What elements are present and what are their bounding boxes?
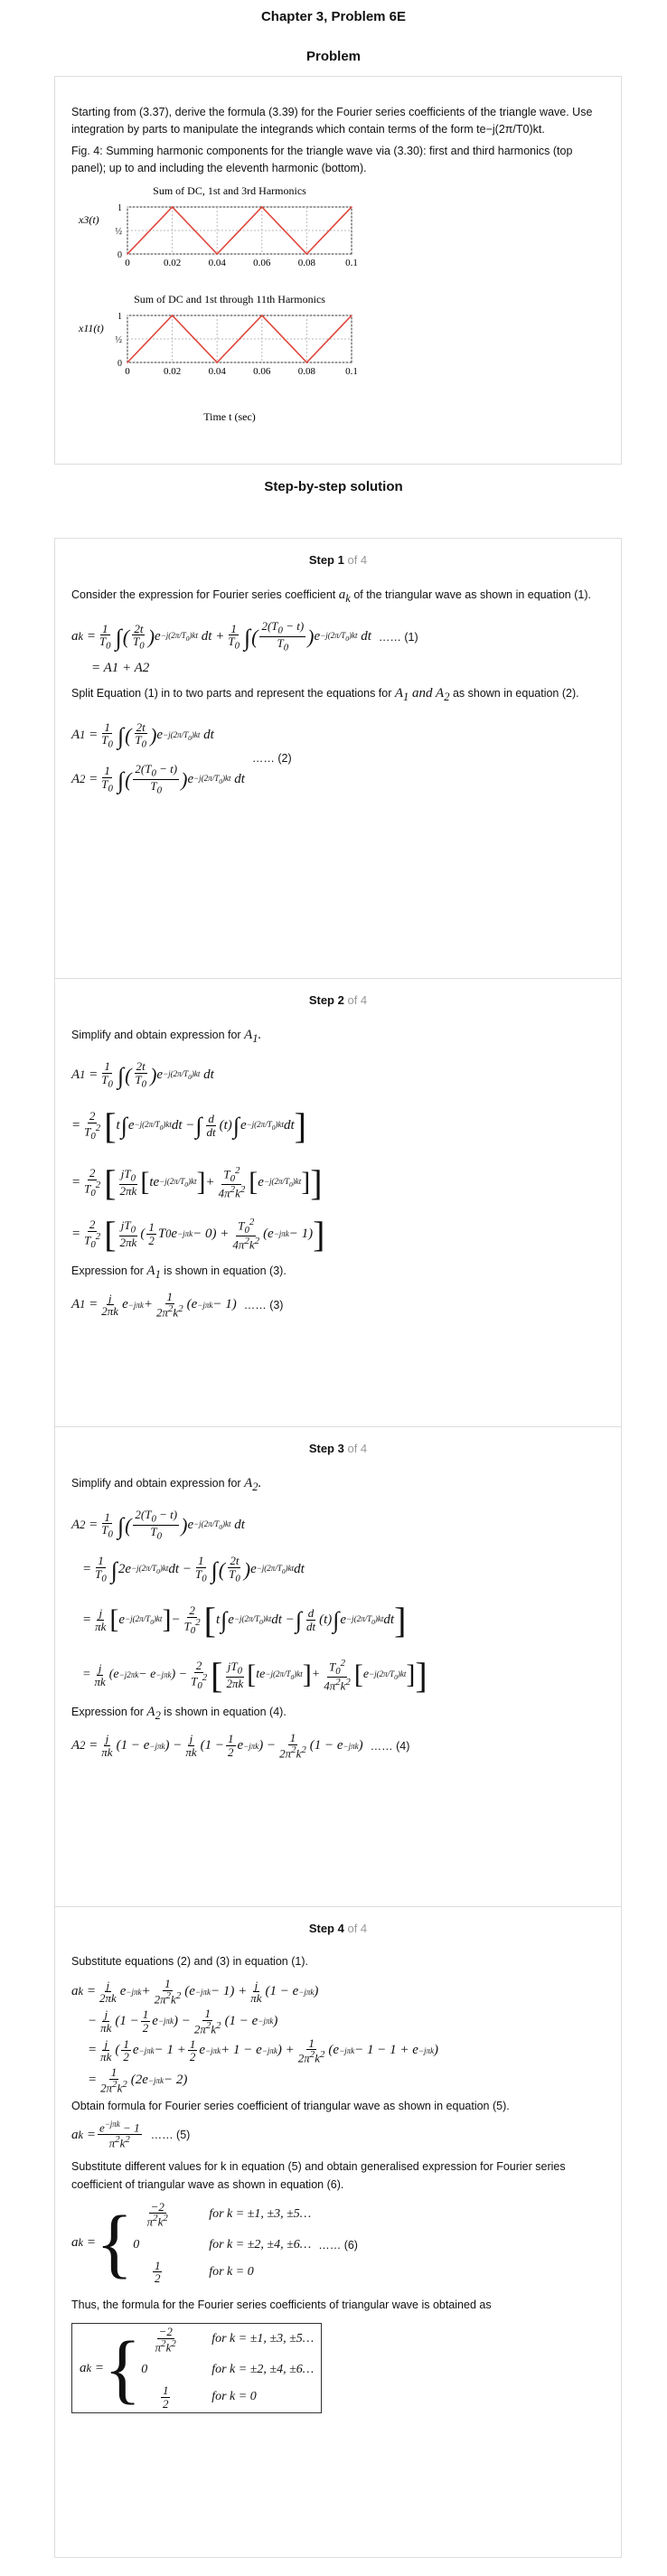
- step4-text1: Substitute equations (2) and (3) in equation (1).: [71, 1955, 308, 1968]
- top-plot-xtick: 0.02: [163, 257, 182, 268]
- step-4-label: Step 4: [308, 1922, 344, 1935]
- solution-card: [54, 538, 622, 2558]
- case-2: for k = ±2, ±4, ±6…: [209, 2237, 312, 2252]
- final-case-1: for k = ±1, ±3, ±5…: [211, 2332, 315, 2346]
- step3-text1: Simplify and obtain expression for: [71, 1477, 241, 1490]
- step1-text2b: as shown in equation (2).: [452, 687, 579, 700]
- bottom-plot-ytick: ½: [115, 334, 122, 345]
- step-1-label: Step 1: [308, 553, 344, 567]
- bottom-plot-xtick: 0.04: [208, 365, 226, 377]
- bottom-plot-xtick: 0: [125, 365, 130, 377]
- step-4-of: of 4: [347, 1922, 368, 1935]
- step3-text2a: Expression for: [71, 1705, 144, 1718]
- bottom-plot-xtick: 0.1: [345, 365, 358, 377]
- equation-3: A 1 = $\frac{j}{2\pi k}$ e −jπk + $\frac{1}{2\pi^2k^2}$ (e −jπk − 1) …… (3): [71, 1290, 284, 1320]
- step-3: Step 3 of 4 Simplify and obtain expression for $A_2$. A 2 = $\frac{1}{T_0}$ ∫ ( $\frac{2(T_0 - t)}{T_0}$ ) e $-j(2\pi/T_0)kt$ dt = $\frac{1}{T_0}$ ∫ 2e $-j(2\pi/T_0)kt$ dt − $\frac{1}{T_0}$ ∫ ( $\frac{2t}{T_0}$ ) e $-j(2\pi/T_0)kt$ dt = $\frac{j}{\pi k}$ [ e $-j(2\pi/T_0)kt$ ] − $\frac{2}{T_0^2}$ [ t ∫ e $-j(2\pi/T_0)kt$ dt − ∫ $\frac{d}{dt}$ (t) ∫ e $-j(2\pi/T_0)kt$ dt ] = $\frac{j}{\pi k}$ (e −j2πk − e −jπk ) − $\frac{2}{T_0^2}$ [ $\frac{jT_0}{2\pi k}$ [ te $-j(2\pi/T_0)kt$ ] + $\frac{T_0^2}{4\pi^2k^2}$ [ e $-j(2\pi/T_0)kt$ ] ] Expression for $A_2$ is shown in equation (4). A 2 = $\frac{j}{\pi k}$ (1 − e −jπk ) − $\frac{j}{\pi k}$ (1 − $\frac{1}{2}$ e −jπk ) − $\frac{1}{2\pi^2k^2}$ (1 − e −jπk ) …… (4): [55, 1426, 621, 1906]
- step-2-of: of 4: [347, 993, 368, 1007]
- tag-4: …… (4): [370, 1739, 410, 1753]
- step-2: Step 2 of 4 Simplify and obtain expression for $A_1$. A 1 = $\frac{1}{T_0}$ ∫ ( $\frac{2t}{T_0}$ ) e $-j(2\pi/T_0)kt$ dt = $\frac{2}{T_0^2}$ [ t ∫ e $-j(2\pi/T_0)kt$ dt − ∫ $\frac{d}{dt}$ (t) ∫ e $-j(2\pi/T_0)kt$ dt ] = $\frac{2}{T_0^2}$ [ $\frac{jT_0}{2\pi k}$ [ te $-j(2\pi/T_0)kt$ ] + $\frac{T_0^2}{4\pi^2k^2}$ [ e $-j(2\pi/T_0)kt$ ] ] = $\frac{2}{T_0^2}$ [ $\frac{jT_0}{2\pi k}$ ( $\frac{1}{2}$ T 0 e −jπk − 0) + $\frac{T_0^2}{4\pi^2k^2}$ (e −jπk − 1) ] Expression for $A_1$ is shown in equation (3). A 1 = $\frac{j}{2\pi k}$ e −jπk + $\frac{1}{2\pi^2k^2}$ (e −jπk − 1) …… (3): [55, 978, 621, 1426]
- top-plot-point: [172, 206, 174, 208]
- tag-6: …… (6): [318, 2238, 358, 2252]
- top-plot-point: [127, 253, 128, 255]
- problem-statement: Starting from (3.37), derive the formula (3.39) for the Fourier series coefficients of the triangle wave. Use integration by parts to manipulate the integrands which contain terms of the form te−j(2π/T0)kt.: [71, 106, 593, 136]
- step4-text3: Substitute different values for k in equation (5) and obtain generalised expression for Fourier series coefficient of triangular wave as shown in equation (6).: [71, 2160, 566, 2191]
- top-plot-xtick: 0: [125, 257, 130, 268]
- equation-4: A 2 = $\frac{j}{\pi k}$ (1 − e −jπk ) − $\frac{j}{\pi k}$ (1 − $\frac{1}{2}$ e −jπk ) − $\frac{1}{2\pi^2k^2}$ (1 − e −jπk ) …… (4): [71, 1731, 410, 1761]
- step1-text1a: Consider the expression for Fourier series coefficient: [71, 588, 336, 601]
- step-3-of: of 4: [347, 1442, 368, 1455]
- top-plot-point: [261, 206, 263, 208]
- plot-bottom-ylabel: x11(t): [79, 321, 104, 334]
- step-4: Step 4 of 4 Substitute equations (2) and (3) in equation (1). a k = $\frac{j}{2\pi k}$ e −jπk + $\frac{1}{2\pi^2k^2}$ (e −jπk − 1) + $\frac{j}{\pi k}$ (1 − e −jπk ) − $\frac{j}{\pi k}$ (1 − $\frac{1}{2}$ e −jπk ) − $\frac{1}{2\pi^2k^2}$ (1 − e −jπk ) = $\frac{j}{\pi k}$ ( $\frac{1}{2}$ e −jπk − 1 + $\frac{1}{2}$ e −jπk + 1 − e −jπk ) + $\frac{1}{2\pi^2k^2}$ (e −jπk − 1 − 1 + e −jπk ) = $\frac{1}{2\pi^2k^2}$ (2e −jπk − 2) Obtain formula for Fourier series coefficient of triangular wave as shown in equation (5). a k = $\frac{e^{-j\pi k} - 1}{\pi^2k^2}$ …… (5) Substitute different values for k in equation (5) and obtain generalised expression for Fourier series coefficient of triangular wave as shown in equation (6). a k = { $\frac{-2}{\pi^2k^2}$ for k = ±1, ±3, ±5… 0 for k = ±2, ±4, ±6… …… (6) $\frac{1}{2}$ for k = 0 Thus, the formula for the Fourier series coefficients of triangular wave is obtained as a k = { $\frac{-2}{\pi^2k^2}$ for k = ±1, ±3, ±5… 0 for k = ±2, ±4, ±6… $\frac{1}{2}$ for k = 0: [55, 1906, 621, 2576]
- step2-text2b: is shown in equation (3).: [164, 1264, 287, 1277]
- bottom-plot-xtick: 0.06: [253, 365, 271, 377]
- bottom-plot-xtick: 0.02: [163, 365, 182, 377]
- bottom-plot-ytick: 1: [117, 311, 122, 322]
- final-answer-box: a k = { $\frac{-2}{\pi^2k^2}$ for k = ±1, ±3, ±5… 0 for k = ±2, ±4, ±6… $\frac{1}{2}$ for k = 0: [71, 2323, 322, 2413]
- case-1: for k = ±1, ±3, ±5…: [209, 2206, 312, 2221]
- equation-6: a k = { $\frac{-2}{\pi^2k^2}$ for k = ±1, ±3, ±5… 0 for k = ±2, ±4, ±6… …… (6) $\frac{1}{2}$ for k = 0: [71, 2199, 358, 2287]
- top-plot-ytick: 0: [117, 249, 122, 260]
- equation-1: a k = $\frac{1}{T_0}$ ∫ ( $\frac{2t}{T_0}$ ) e $-j(2\pi/T_0)kt$ dt + $\frac{1}{T_0}$ ∫ ( $\frac{2(T_0 - t)}{T_0}$ ) e $-j(2\pi/T_0)kt$ dt …… (1): [71, 619, 418, 653]
- equation-2: A 1 = $\frac{1}{T_0}$ ∫ ( $\frac{2t}{T_0}$ ) e $-j(2\pi/T_0)kt$ dt A 2 = $\frac{1}{T_0}$ ∫ ( $\frac{2(T_0 - t)}{T_0}$ ) e $-j(2\pi/T_0)kt$ dt …… (2): [71, 719, 292, 796]
- step4-text2: Obtain formula for Fourier series coefficient of triangular wave as shown in equation (5).: [71, 2099, 510, 2112]
- solution-heading: Step-by-step solution: [264, 479, 403, 494]
- bottom-plot-point: [306, 362, 308, 363]
- plot-top-title: Sum of DC, 1st and 3rd Harmonics: [153, 183, 306, 197]
- tag-2: …… (2): [251, 752, 292, 766]
- top-plot-point: [351, 206, 352, 208]
- step1-text2a: Split Equation (1) in to two parts and represent the equations for: [71, 687, 392, 700]
- plot-top-ylabel: x3(t): [79, 212, 99, 226]
- plot-bottom-title: Sum of DC and 1st through 11th Harmonics: [134, 292, 325, 306]
- top-plot-xtick: 0.1: [345, 257, 358, 268]
- top-plot-xtick: 0.08: [297, 257, 316, 268]
- top-plot-ytick: ½: [115, 226, 122, 237]
- tag-5: …… (5): [150, 2129, 191, 2142]
- top-plot-point: [306, 253, 308, 255]
- harmonics-figure: [71, 182, 370, 426]
- step-2-label: Step 2: [308, 993, 344, 1007]
- step2-text2a: Expression for: [71, 1264, 144, 1277]
- page-title: Chapter 3, Problem 6E: [260, 9, 407, 24]
- bottom-plot-point: [261, 315, 263, 316]
- step-3-label: Step 3: [308, 1442, 344, 1455]
- figure-caption: Fig. 4: Summing harmonic components for the triangle wave via (3.30): first and third harmonics (top panel); up to and including the eleventh harmonic (bottom).: [71, 144, 573, 175]
- problem-card: [54, 76, 622, 465]
- step2-text1: Simplify and obtain expression for: [71, 1029, 241, 1041]
- bottom-plot-point: [216, 362, 218, 363]
- final-case-2: for k = ±2, ±4, ±6…: [211, 2363, 315, 2377]
- problem-heading: Problem: [305, 49, 361, 64]
- top-plot-ytick: 1: [117, 202, 122, 213]
- bottom-plot-ytick: 0: [117, 358, 122, 369]
- step3-text2b: is shown in equation (4).: [164, 1705, 287, 1718]
- equation-5: a k = $\frac{e^{-j\pi k} - 1}{\pi^2k^2}$ …… (5): [71, 2120, 191, 2150]
- case-3: for k = 0: [209, 2264, 254, 2279]
- step1-text1b: of the triangular wave as shown in equation (1).: [353, 588, 591, 601]
- final-case-3: for k = 0: [211, 2390, 257, 2404]
- equation-sum: = A1 + A2: [91, 661, 150, 676]
- step4-text4: Thus, the formula for the Fourier series coefficients of triangular wave is obtained as: [71, 2298, 492, 2311]
- top-plot-xtick: 0.06: [253, 257, 271, 268]
- top-plot-xtick: 0.04: [208, 257, 226, 268]
- bottom-plot-point: [351, 315, 352, 316]
- tag-3: …… (3): [243, 1298, 284, 1312]
- step-1: Step 1 of 4 Consider the expression for Fourier series coefficient $a_k$ of the triangular wave as shown in equation (1). a k = $\frac{1}{T_0}$ ∫ ( $\frac{2t}{T_0}$ ) e $-j(2\pi/T_0)kt$ dt + $\frac{1}{T_0}$ ∫ ( $\frac{2(T_0 - t)}{T_0}$ ) e $-j(2\pi/T_0)kt$ dt …… (1) = A1 + A2 Split Equation (1) in to two parts and represent the equations for $A_1$ and $A_2$ as shown in equation (2). A 1 = $\frac{1}{T_0}$ ∫ ( $\frac{2t}{T_0}$ ) e $-j(2\pi/T_0)kt$ dt A 2 = $\frac{1}{T_0}$ ∫ ( $\frac{2(T_0 - t)}{T_0}$ ) e $-j(2\pi/T_0)kt$ dt …… (2): [71, 553, 605, 978]
- step-1-of: of 4: [347, 553, 368, 567]
- tag-1: …… (1): [378, 630, 418, 644]
- top-plot-point: [216, 253, 218, 255]
- bottom-plot-point: [127, 362, 128, 363]
- bottom-plot-point: [172, 315, 174, 316]
- plot-xlabel: Time t (sec): [203, 409, 256, 423]
- bottom-plot-xtick: 0.08: [297, 365, 316, 377]
